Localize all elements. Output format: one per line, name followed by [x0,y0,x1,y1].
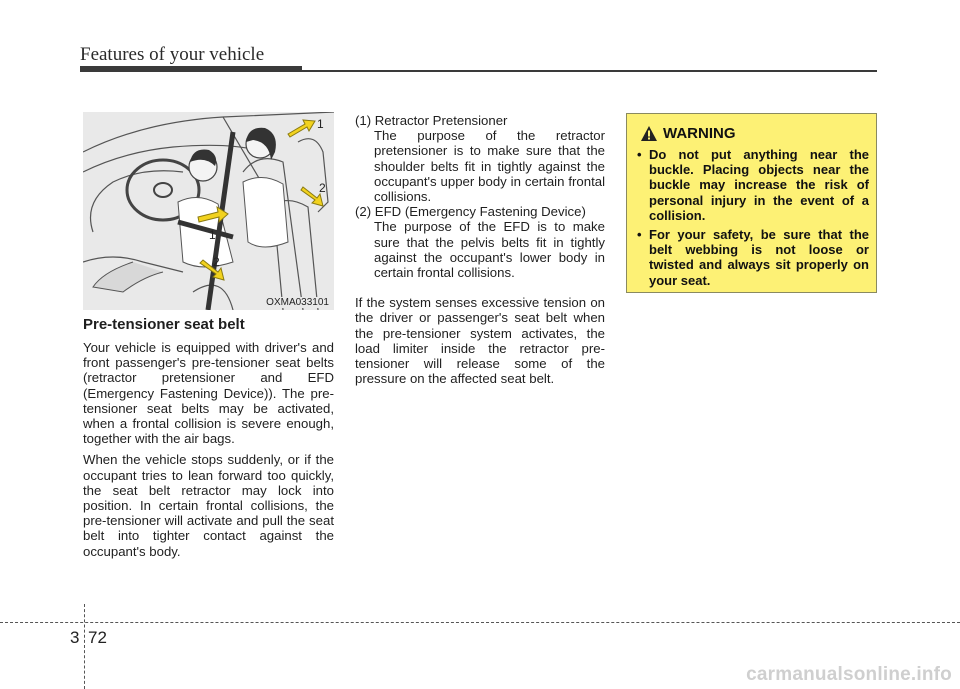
item-body: The purpose of the retractor pretensioner is to make sure that the shoulder belts fit in tightly against the occupant's upper body in certain frontal collisions. [374,128,605,205]
middle-column [355,113,605,386]
warning-box [626,113,877,293]
callout-2-lap: 2 [213,255,220,269]
paragraph: If the system senses excessive tension on the driver or passenger's seat belt when the pre-tensioner system activates, the load limiter inside the retractor pre-tensioner will release some of the pressure on the affected seat belt. [355,295,605,387]
left-column [83,316,334,565]
item-body: The purpose of the EFD is to make sure that the pelvis belts fit in tightly against the occupant's lower body in certain frontal collisions. [374,219,605,281]
callout-1-lap: 1 [209,228,216,242]
paragraph: Your vehicle is equipped with driver's and front passenger's pre-tensioner seat belts (retractor pretensioner and EFD (Emergency Fastening Device)). The pre-tensioner seat belts may be activated, when a frontal collision is severe enough, together with the air bags. [83,340,334,447]
warning-title: WARNING [663,125,736,142]
warning-item [637,147,869,223]
figure-code: OXMA033101 [266,297,329,308]
page-number: 72 [88,628,107,647]
callout-1-shoulder: 1 [317,117,324,131]
footer-divider [84,604,85,689]
header-rule [80,70,877,72]
warning-triangle-icon [641,126,657,141]
watermark: carmanualsonline.info [746,664,952,685]
bullet: • [637,147,642,162]
header-title: Features of your vehicle [80,44,265,65]
item-head: (1) Retractor Pretensioner [355,113,508,128]
bullet: • [637,227,642,243]
section-title: Pre-tensioner seat belt [83,316,245,333]
warning-text: For your safety, be sure that the belt webbing is not loose or twisted and always sit properly on your seat. [649,227,869,288]
warning-list [637,147,869,292]
paragraph: When the vehicle stops suddenly, or if the occupant tries to lean forward too quickly, the seat belt retractor may lock into position. In certain frontal collisions, the pre-tensioner will activate and pull the seat belt into tighter contact against the occupant's body. [83,452,334,559]
warning-header [641,125,736,142]
footer-rule [0,622,960,623]
warning-item [637,227,869,288]
warning-text: Do not put anything near the buckle. Placing objects near the buckle may increase the risk of personal injury in the event of a collision. [649,147,869,223]
chapter-number: 3 [70,628,80,647]
item-head: (2) EFD (Emergency Fastening Device) [355,204,586,220]
callout-2-shoulder: 2 [319,181,326,195]
pretensioner-illustration [83,112,334,310]
